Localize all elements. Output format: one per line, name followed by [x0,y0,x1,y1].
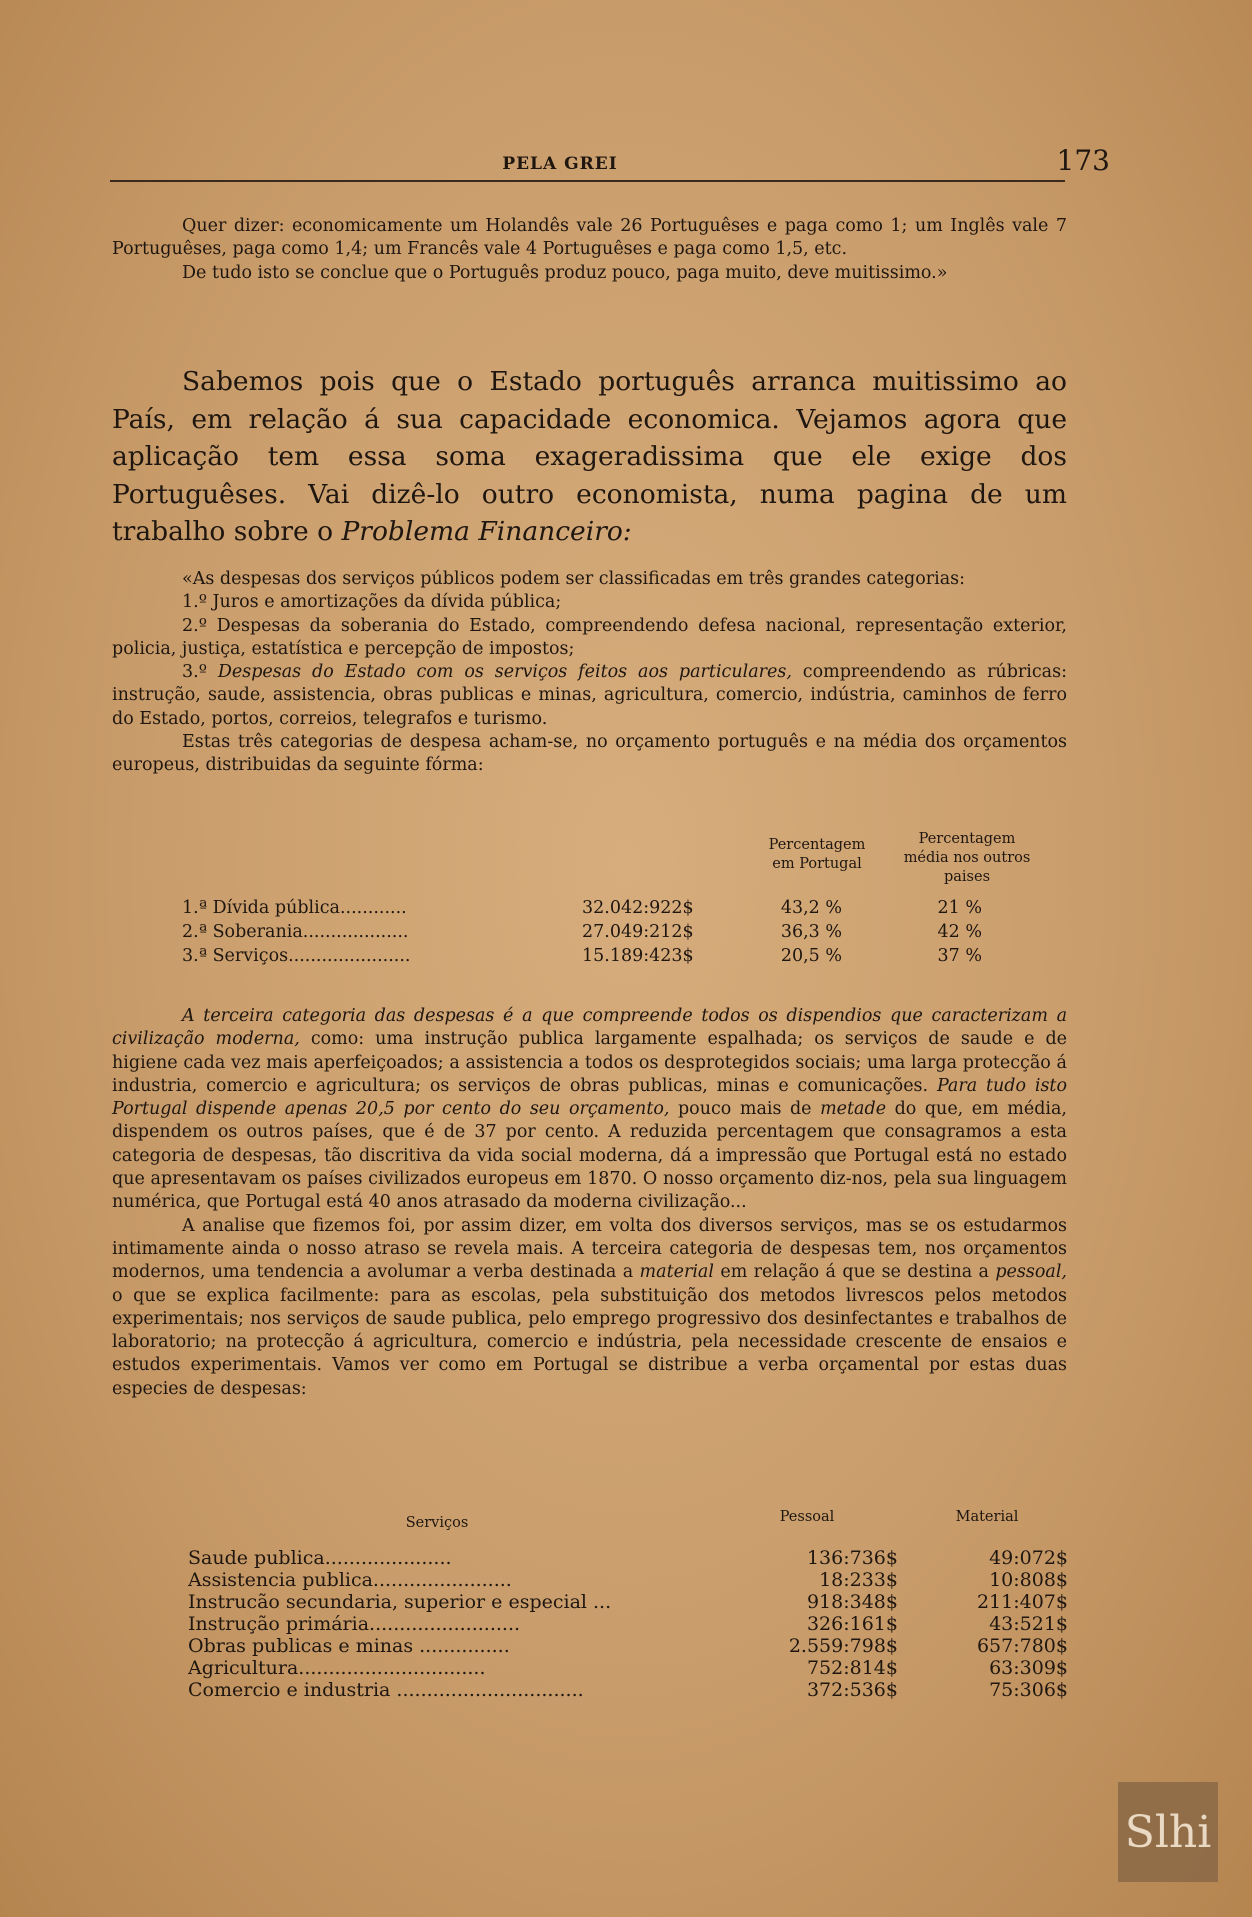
table-row [188,1679,1068,1701]
row-material: 63:309$ [989,1657,1068,1679]
body-paragraph-1 [112,363,1067,551]
services-budget-table [112,1505,1067,1715]
paragraph-text: Sabemos pois que o Estado português arranca muitissimo ao País, em relação á sua capacidade economica. Vejamos agora que aplicação tem essa soma exageradissima que ele exige dos Portuguêses. Vai dizê-lo outro economista, numa pagina de um trabalho sobre o [112,366,1067,547]
text-span: do que, em média, dispendem os outros países, que é de 37 por cento. A reduzida percentagem que consagramos a esta categoria de despesas, tão discritiva da vida social moderna, dá a impressão que Portugal está no estado que apresentavam os países civilizados europeus em 1870. O nosso orçamento diz-nos, pela sua linguagem numérica, que Portugal está 40 anos atrasado da moderna civilização... [112,1099,1067,1213]
row-material: 43:521$ [989,1613,1068,1635]
quote-item [112,661,1067,731]
row-amount: 15.189:423$ [582,946,694,966]
table-row [182,898,1062,922]
text-span: pouco mais de [669,1099,821,1120]
row-material: 75:306$ [989,1679,1068,1701]
text-span: o que se explica facilmente: para as escolas, pela substituição dos metodos livrescos pelos metodos experimentais; nos serviços de saude publica, pelo emprego progressivo dos desinfectantes e trabalhos de laboratorio; na protecção á agricultura, comercio e indústria, pela necessidade crescente de ensaios e estudos experimentais. Vamos ver como em Portugal se distribue a verba orçamental por estas duas especies de despesas: [112,1285,1067,1399]
column-header: Percentagem média nos outros paises [903,831,1031,885]
column-header: Material [955,1509,1019,1525]
running-head: PELA GREI [502,154,618,174]
item-italic: Despesas do Estado com os serviços feitos aos particulares, [217,662,792,683]
row-portugal: 20,5 % [780,946,842,966]
italic-span: material [639,1262,714,1283]
item-number: 3.º [182,662,218,683]
row-pessoal: 18:233$ [819,1569,898,1591]
row-label: Assistencia publica....................... [188,1569,512,1591]
italic-span: metade [820,1099,887,1120]
row-material: 657:780$ [976,1635,1068,1657]
item-text: compreendendo as rúbricas: instrução, saude, assistencia, obras publicas e minas, agricultura, comercio, indústria, caminhos de ferro do Estado, portos, correios, telegrafos e turismo. [112,662,1067,729]
row-label: Saude publica..................... [188,1547,452,1569]
expense-categories-table [112,830,1067,970]
row-pessoal: 326:161$ [806,1613,898,1635]
row-label: Instrução primária......................... [188,1613,521,1635]
italic-span: Para tudo isto Portugal dispende apenas 20,5 por cento do seu orçamento, [112,1075,1067,1120]
body-paragraph-4 [112,1215,1067,1401]
row-pessoal: 136:736$ [806,1547,898,1569]
column-header: Serviços [405,1515,469,1531]
row-material: 49:072$ [989,1547,1068,1569]
row-label: Comercio e industria ............................... [188,1679,584,1701]
table-row [188,1569,1068,1591]
row-amount: 32.042:922$ [582,898,694,918]
row-pessoal: 752:814$ [806,1657,898,1679]
row-pessoal: 2.559:798$ [788,1635,898,1657]
row-material: 10:808$ [989,1569,1068,1591]
italic-span: A terceira categoria das despesas é a que compreende todos os dispendios que caracterizam a civilização moderna, [112,1006,1067,1050]
text-span: em relação á que se destina a [713,1262,996,1283]
column-header: Pessoal [779,1509,835,1525]
text-span: A analise que fizemos foi, por assim dizer, em volta dos diversos serviços, mas se os estudarmos intimamente ainda o nosso atraso se revela mais. A terceira categoria de despesas tem, nos orçamentos modernos, uma tendencia a avolumar a verba destinada a [112,1215,1067,1283]
row-label: 1.ª Dívida pública............ [182,898,407,918]
row-others: 21 % [937,898,982,918]
quote-item: 1.º Juros e amortizações da dívida pública; [182,592,562,613]
table-row [188,1635,1068,1657]
row-label: 2.ª Soberania................... [182,922,409,942]
quote-outro: Estas três categorias de despesa acham-se, no orçamento português e na média dos orçamentos europeus, distribuidas da seguinte fórma: [112,732,1067,776]
table-row [188,1547,1068,1569]
body-paragraph-3 [112,1005,1067,1401]
italic-span: pessoal, [995,1262,1067,1283]
quote-block-2 [112,568,1067,778]
quote-item: 2.º Despesas da soberania do Estado, compreendendo defesa nacional, representação exterior, policia, justiça, estatística e percepção de impostos; [112,615,1067,659]
row-material: 211:407$ [976,1591,1068,1613]
row-label: 3.ª Serviços...................... [182,946,411,966]
table-row [182,946,1062,970]
quote-block-1 [112,215,1067,285]
row-others: 42 % [937,922,982,942]
italic-title: Problema Financeiro: [341,516,632,547]
table-row [188,1591,1068,1613]
row-label: Agricultura............................... [188,1657,486,1679]
page-number: 173 [1056,144,1110,177]
table-row [182,922,1062,946]
quote-paragraph: De tudo isto se conclue que o Português produz pouco, paga muito, deve muitissimo.» [182,262,948,283]
row-amount: 27.049:212$ [582,922,694,942]
row-pessoal: 918:348$ [806,1591,898,1613]
column-header: Percentagem em Portugal [768,837,866,872]
header-rule [110,180,1065,182]
row-portugal: 43,2 % [780,898,842,918]
quote-paragraph: Quer dizer: economicamente um Holandês vale 26 Portuguêses e paga como 1; um Inglês vale 7 Portuguêses, paga como 1,4; um Francês vale 4 Portuguêses e paga como 1,5, etc. [112,216,1067,260]
row-label: Instrucão secundaria, superior e especial ... [188,1591,612,1613]
row-portugal: 36,3 % [780,922,842,942]
row-pessoal: 372:536$ [806,1679,898,1701]
library-stamp-logo: Slhi [1118,1782,1218,1882]
quote-intro: «As despesas dos serviços públicos podem ser classificadas em três grandes categorias: [182,569,966,589]
row-others: 37 % [937,946,982,966]
table-row [188,1657,1068,1679]
text-span: como: uma instrução publica largamente espalhada; os serviços de saude e de higiene cada vez mais aperfeiçoados; a assistencia a todos os desprotegidos sociais; uma larga protecção á industria, comercio e agricultura; os serviços de obras publicas, minas e comunicações. [112,1029,1067,1096]
row-label: Obras publicas e minas ............... [188,1635,510,1657]
table-row [188,1613,1068,1635]
